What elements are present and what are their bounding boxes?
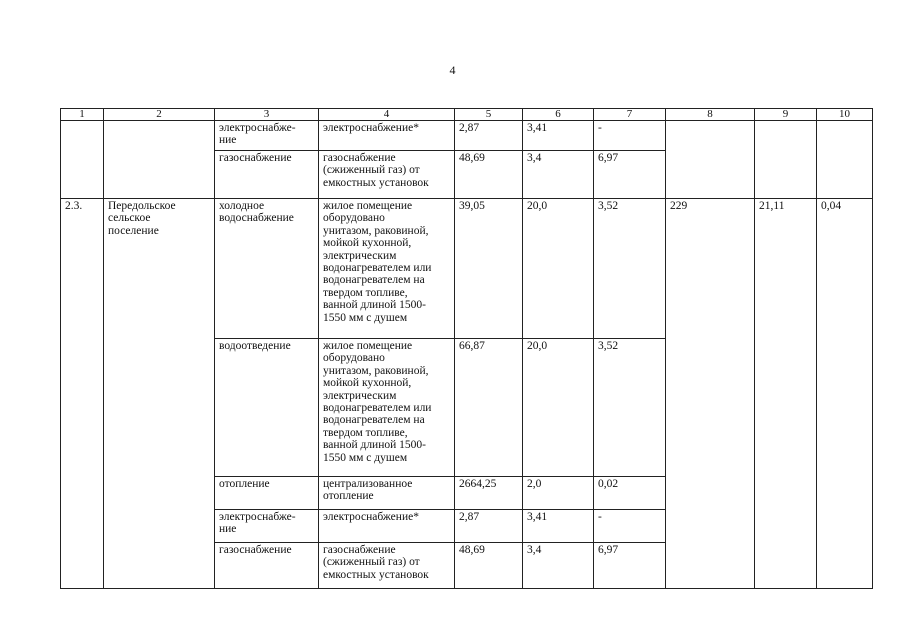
cell-group-number: 2.3. <box>61 199 104 589</box>
col-header-10: 10 <box>817 109 873 121</box>
cell-description: жилое помещение оборудовано унитазом, раковиной, мойкой кухонной, электрическим водонагревателем или водонагревателем на твердом топливе, ванной длиной 1500- 1550 мм с душем <box>319 199 455 339</box>
cell-value-6: 2,0 <box>523 477 594 510</box>
cell-service: электроснабже- ние <box>215 121 319 151</box>
cell-value-6: 20,0 <box>523 339 594 477</box>
col-header-5: 5 <box>455 109 523 121</box>
cell-value-5: 2,87 <box>455 121 523 151</box>
cell-empty-9 <box>755 121 817 199</box>
cell-empty-10 <box>817 121 873 199</box>
cell-description: электроснабжение* <box>319 510 455 543</box>
page-number: 4 <box>449 63 456 77</box>
cell-service: газоснабжение <box>215 151 319 199</box>
col-header-8: 8 <box>666 109 755 121</box>
col-header-4: 4 <box>319 109 455 121</box>
cell-value-6: 3,4 <box>523 543 594 589</box>
cell-value-10: 0,04 <box>817 199 873 589</box>
cell-value-6: 3,41 <box>523 510 594 543</box>
cell-value-7: - <box>594 121 666 151</box>
cell-value-9: 21,11 <box>755 199 817 589</box>
header-row <box>61 109 873 121</box>
cell-value-6: 3,41 <box>523 121 594 151</box>
cell-value-7: 6,97 <box>594 543 666 589</box>
col-header-9: 9 <box>755 109 817 121</box>
cell-value-5: 48,69 <box>455 543 523 589</box>
cell-value-5: 48,69 <box>455 151 523 199</box>
cell-value-7: 3,52 <box>594 199 666 339</box>
cell-description: газоснабжение (сжиженный газ) от емкостных установок <box>319 543 455 589</box>
cell-service: газоснабжение <box>215 543 319 589</box>
cell-value-5: 39,05 <box>455 199 523 339</box>
cell-settlement: Передольское сельское поселение <box>104 199 215 589</box>
cell-value-5: 66,87 <box>455 339 523 477</box>
cell-value-7: 6,97 <box>594 151 666 199</box>
cell-service: электроснабже- ние <box>215 510 319 543</box>
tariff-table <box>60 108 873 589</box>
cell-service: отопление <box>215 477 319 510</box>
cell-value-8: 229 <box>666 199 755 589</box>
cell-service: водоотведение <box>215 339 319 477</box>
col-header-6: 6 <box>523 109 594 121</box>
cell-empty-8 <box>666 121 755 199</box>
table-row <box>61 199 873 339</box>
cell-value-6: 20,0 <box>523 199 594 339</box>
cell-description: электроснабжение* <box>319 121 455 151</box>
col-header-1: 1 <box>61 109 104 121</box>
cell-value-7: 0,02 <box>594 477 666 510</box>
cell-value-7: 3,52 <box>594 339 666 477</box>
cell-value-6: 3,4 <box>523 151 594 199</box>
cell-value-5: 2,87 <box>455 510 523 543</box>
col-header-7: 7 <box>594 109 666 121</box>
col-header-2: 2 <box>104 109 215 121</box>
col-header-3: 3 <box>215 109 319 121</box>
cell-description: газоснабжение (сжиженный газ) от емкостных установок <box>319 151 455 199</box>
table-row <box>61 121 873 151</box>
cell-service: холодное водоснабжение <box>215 199 319 339</box>
cell-description: централизованное отопление <box>319 477 455 510</box>
cell-value-5: 2664,25 <box>455 477 523 510</box>
cell-empty-number <box>61 121 104 199</box>
cell-description: жилое помещение оборудовано унитазом, раковиной, мойкой кухонной, электрическим водонагревателем или водонагревателем на твердом топливе, ванной длиной 1500- 1550 мм с душем <box>319 339 455 477</box>
cell-empty-settlement <box>104 121 215 199</box>
cell-value-7: - <box>594 510 666 543</box>
